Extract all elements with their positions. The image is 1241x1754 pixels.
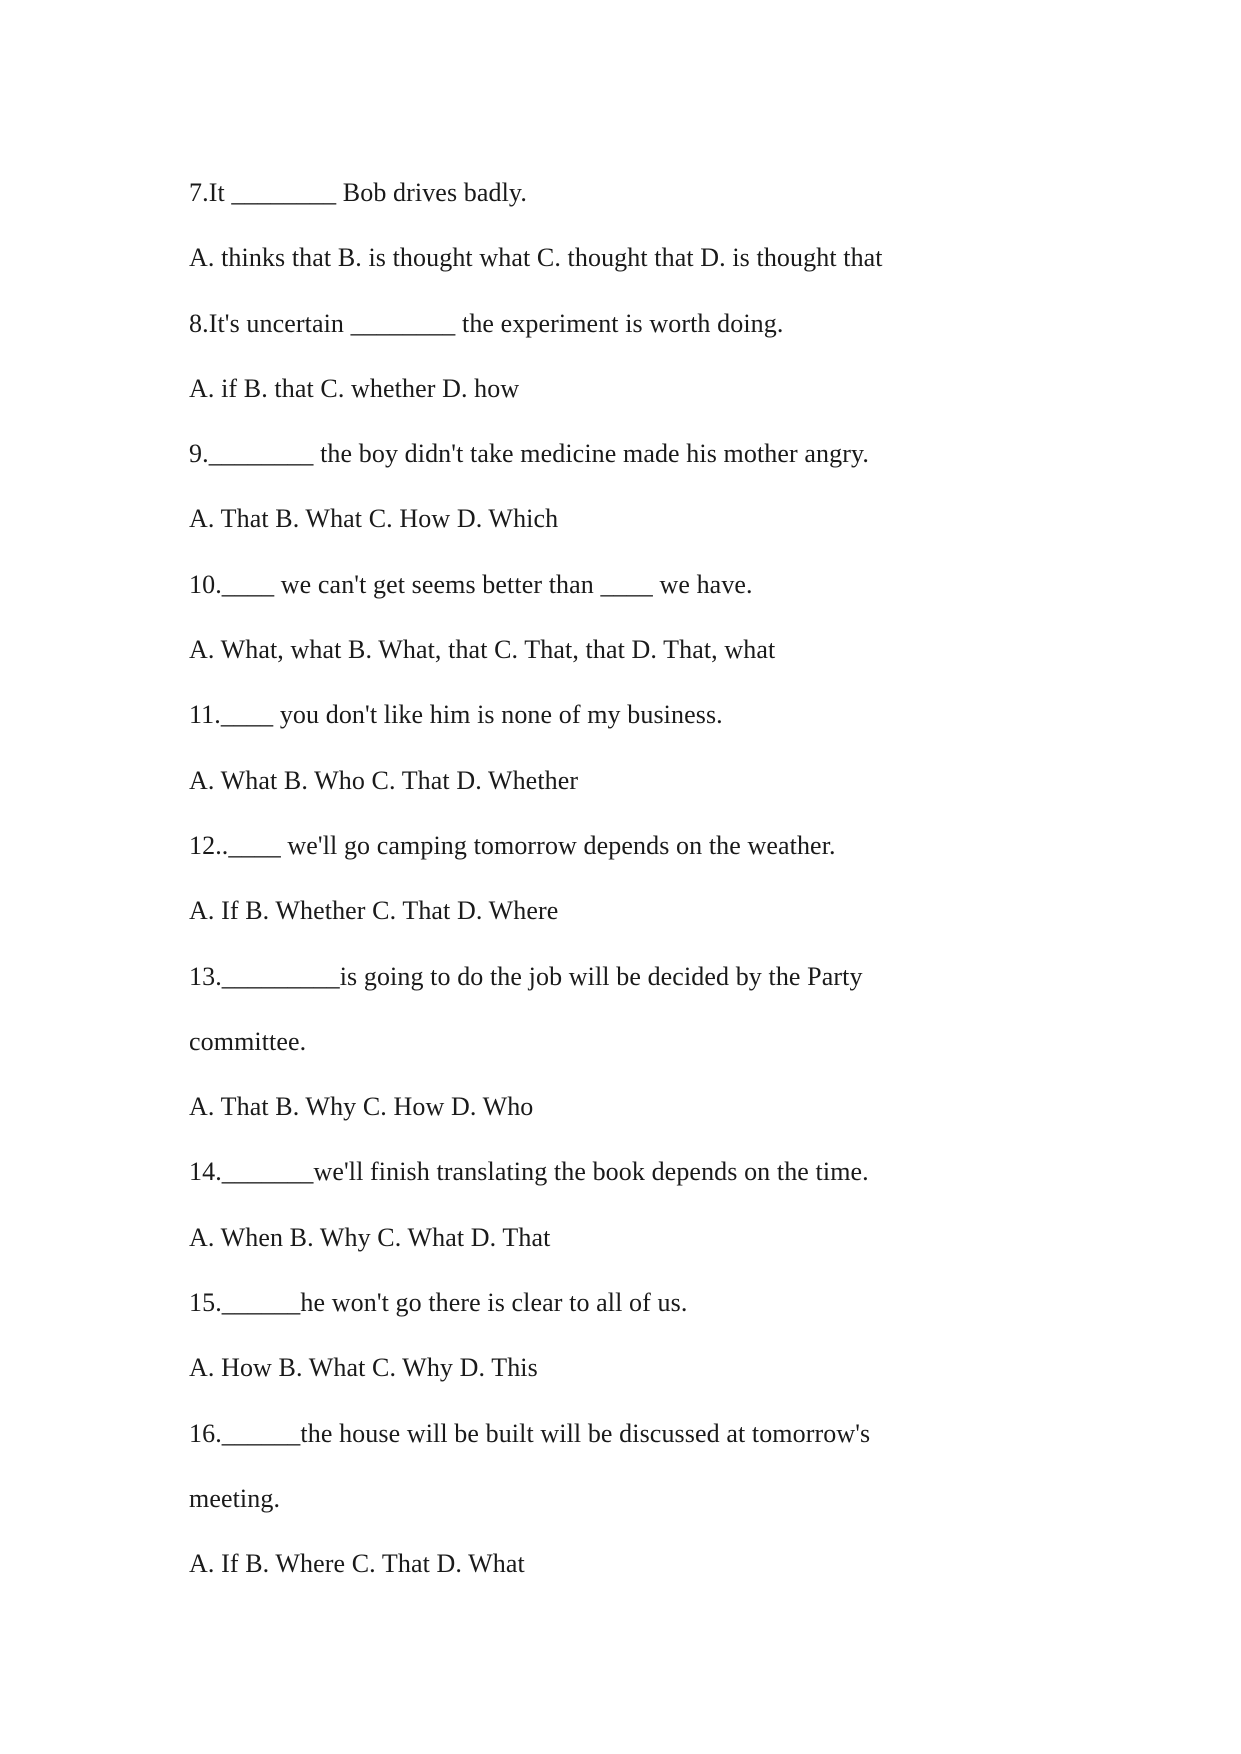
question-16-stem: 16.______the house will be built will be discussed at tomorrow's [189,1418,871,1448]
question-13-options: A. That B. Why C. How D. Who [189,1092,534,1122]
question-12-stem: 12..____ we'll go camping tomorrow depends on the weather. [189,830,836,860]
question-16-options: A. If B. Where C. That D. What [189,1549,525,1579]
question-7-options: A. thinks that B. is thought what C. thought that D. is thought that [189,243,883,273]
question-16-stem-continued: meeting. [189,1483,281,1513]
question-7-stem: 7.It ________ Bob drives badly. [189,178,527,207]
question-11-stem: 11.____ you don't like him is none of my business. [189,700,723,730]
question-15-stem: 15.______he won't go there is clear to all of us. [189,1288,688,1318]
question-11-options: A. What B. Who C. That D. Whether [189,765,579,795]
question-14-options: A. When B. Why C. What D. That [189,1222,551,1252]
question-8-stem: 8.It's uncertain ________ the experiment is worth doing. [189,308,784,338]
question-9-stem: 9.________ the boy didn't take medicine made his mother angry. [189,439,869,469]
question-8-options: A. if B. that C. whether D. how [189,373,520,403]
question-14-stem: 14._______we'll finish translating the book depends on the time. [189,1157,869,1187]
question-13-stem-continued: committee. [189,1026,307,1056]
question-15-options: A. How B. What C. Why D. This [189,1353,538,1383]
question-10-stem: 10.____ we can't get seems better than ____ we have. [189,569,753,599]
question-10-options: A. What, what B. What, that C. That, that D. That, what [189,635,776,665]
question-9-options: A. That B. What C. How D. Which [189,504,559,534]
question-list [189,160,1189,1597]
question-12-options: A. If B. Whether C. That D. Where [189,896,559,926]
question-13-stem: 13._________is going to do the job will be decided by the Party [189,961,863,991]
